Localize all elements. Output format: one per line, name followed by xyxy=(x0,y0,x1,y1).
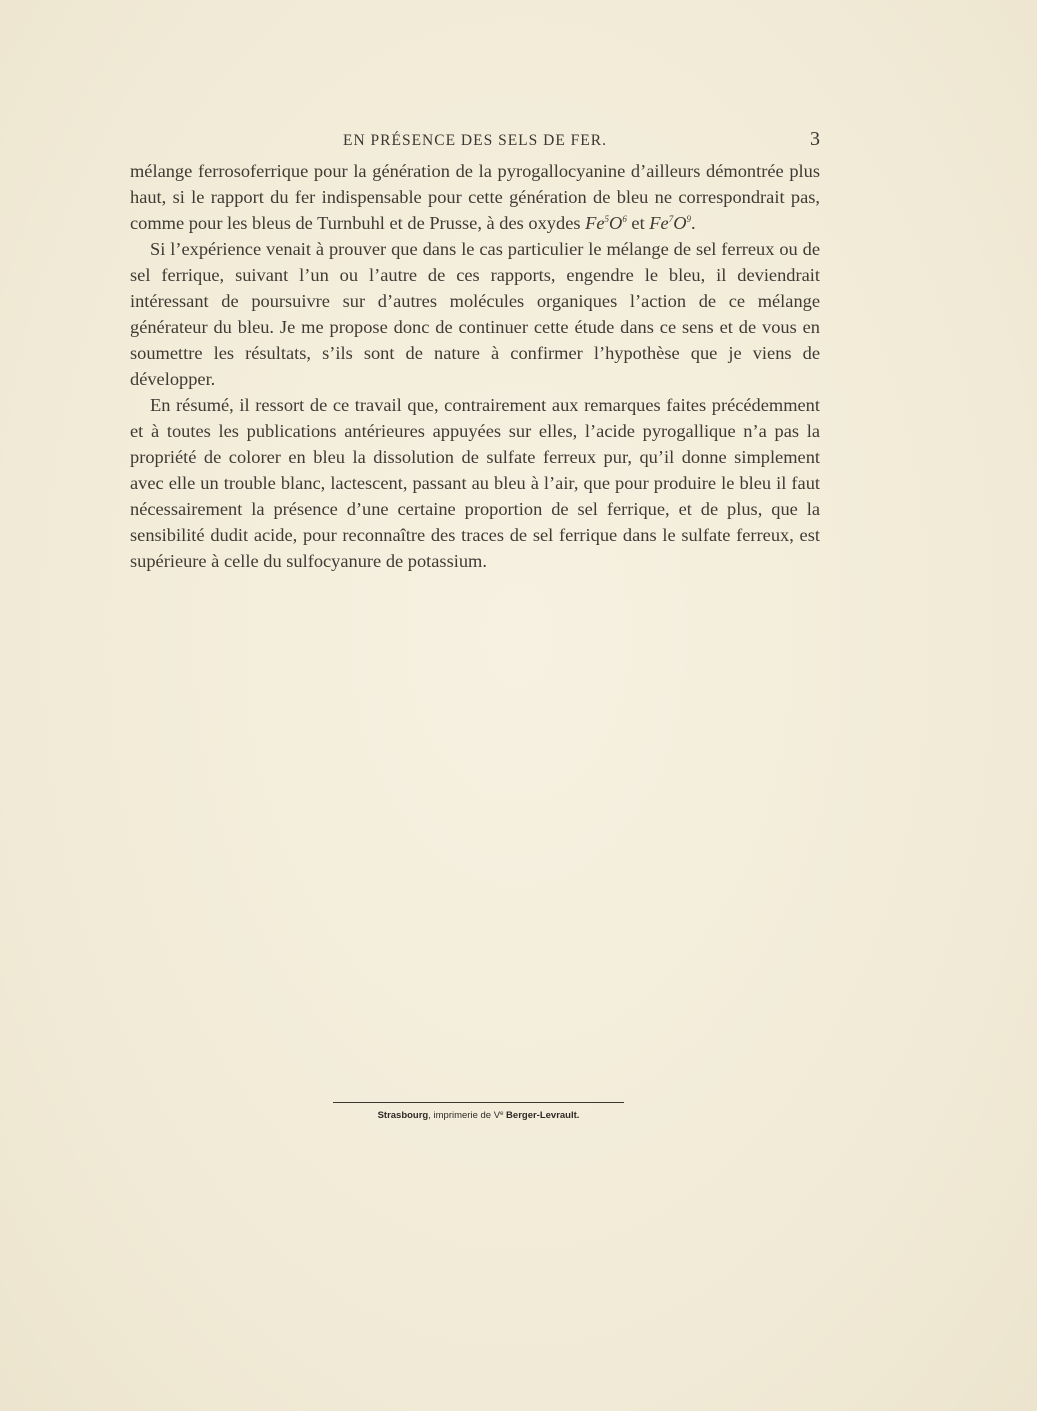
running-head xyxy=(130,128,820,156)
body-text xyxy=(130,158,820,574)
imprint-middle: , imprimerie de V xyxy=(428,1110,501,1121)
paragraph-1-text: mélange ferrosoferrique pour la génération de la pyrogallocyanine d’ailleurs démontrée plus haut, si le rapport du fer indispensable pour cette génération de bleu ne correspondrait pas, comme pour les bleus de Turnbuhl et de Prusse, à des oxydes xyxy=(130,161,820,233)
formula-fe7o9 xyxy=(649,213,691,233)
formula-symbol: Fe xyxy=(585,213,605,233)
formula-subscript: 5 xyxy=(604,214,610,224)
formula-symbol: O xyxy=(609,213,623,233)
paragraph-1-end: . xyxy=(690,213,696,233)
formula-subscript: 7 xyxy=(668,214,674,224)
formula-symbol: Fe xyxy=(649,213,669,233)
page-number: 3 xyxy=(810,128,820,150)
formula-symbol: O xyxy=(673,213,687,233)
imprint-name: Berger-Levrault. xyxy=(503,1110,580,1121)
paragraph-3: En résumé, il ressort de ce travail que, contrairement aux remarques faites précédemment et à toutes les publications antérieures appuyées sur elles, l’acide pyrogallique n’a pas la propriété de colorer en bleu la dissolution de sulfate ferreux pur, qu’il donne simplement avec elle un trouble blanc, lactescent, passant au bleu à l’air, que pour produire le bleu il faut nécessairement la présence d’une certaine proportion de sel ferrique, et de plus, que la sensibilité dudit acide, pour reconnaître des traces de sel ferrique dans le sulfate ferreux, est supérieure à celle du sulfocyanure de potassium. xyxy=(130,395,820,571)
imprint-superscript: e xyxy=(500,1111,504,1117)
imprint-city: Strasbourg xyxy=(377,1110,429,1121)
paragraph-2: Si l’expérience venait à prouver que dans le cas particulier le mélange de sel ferreux ou de sel ferrique, suivant l’un ou l’autre de ces rapports, engendre le bleu, il deviendrait intéressant de poursuivre sur d’autres molécules organiques l’action de ce mélange générateur du bleu. Je me propose donc de continuer cette étude dans ce sens et de vous en soumettre les résultats, s’ils sont de nature à confirmer l’hypothèse que je viens de développer. xyxy=(130,239,820,389)
running-title: EN PRÉSENCE DES SELS DE FER. xyxy=(343,132,607,149)
paragraph-1 xyxy=(130,158,820,236)
formula-subscript: 9 xyxy=(686,214,691,224)
printer-imprint xyxy=(333,1110,624,1121)
paragraph-1-join: et xyxy=(626,213,650,233)
formula-fe5o6 xyxy=(585,213,627,233)
formula-subscript: 6 xyxy=(622,214,627,224)
footer-rule xyxy=(333,1102,624,1103)
